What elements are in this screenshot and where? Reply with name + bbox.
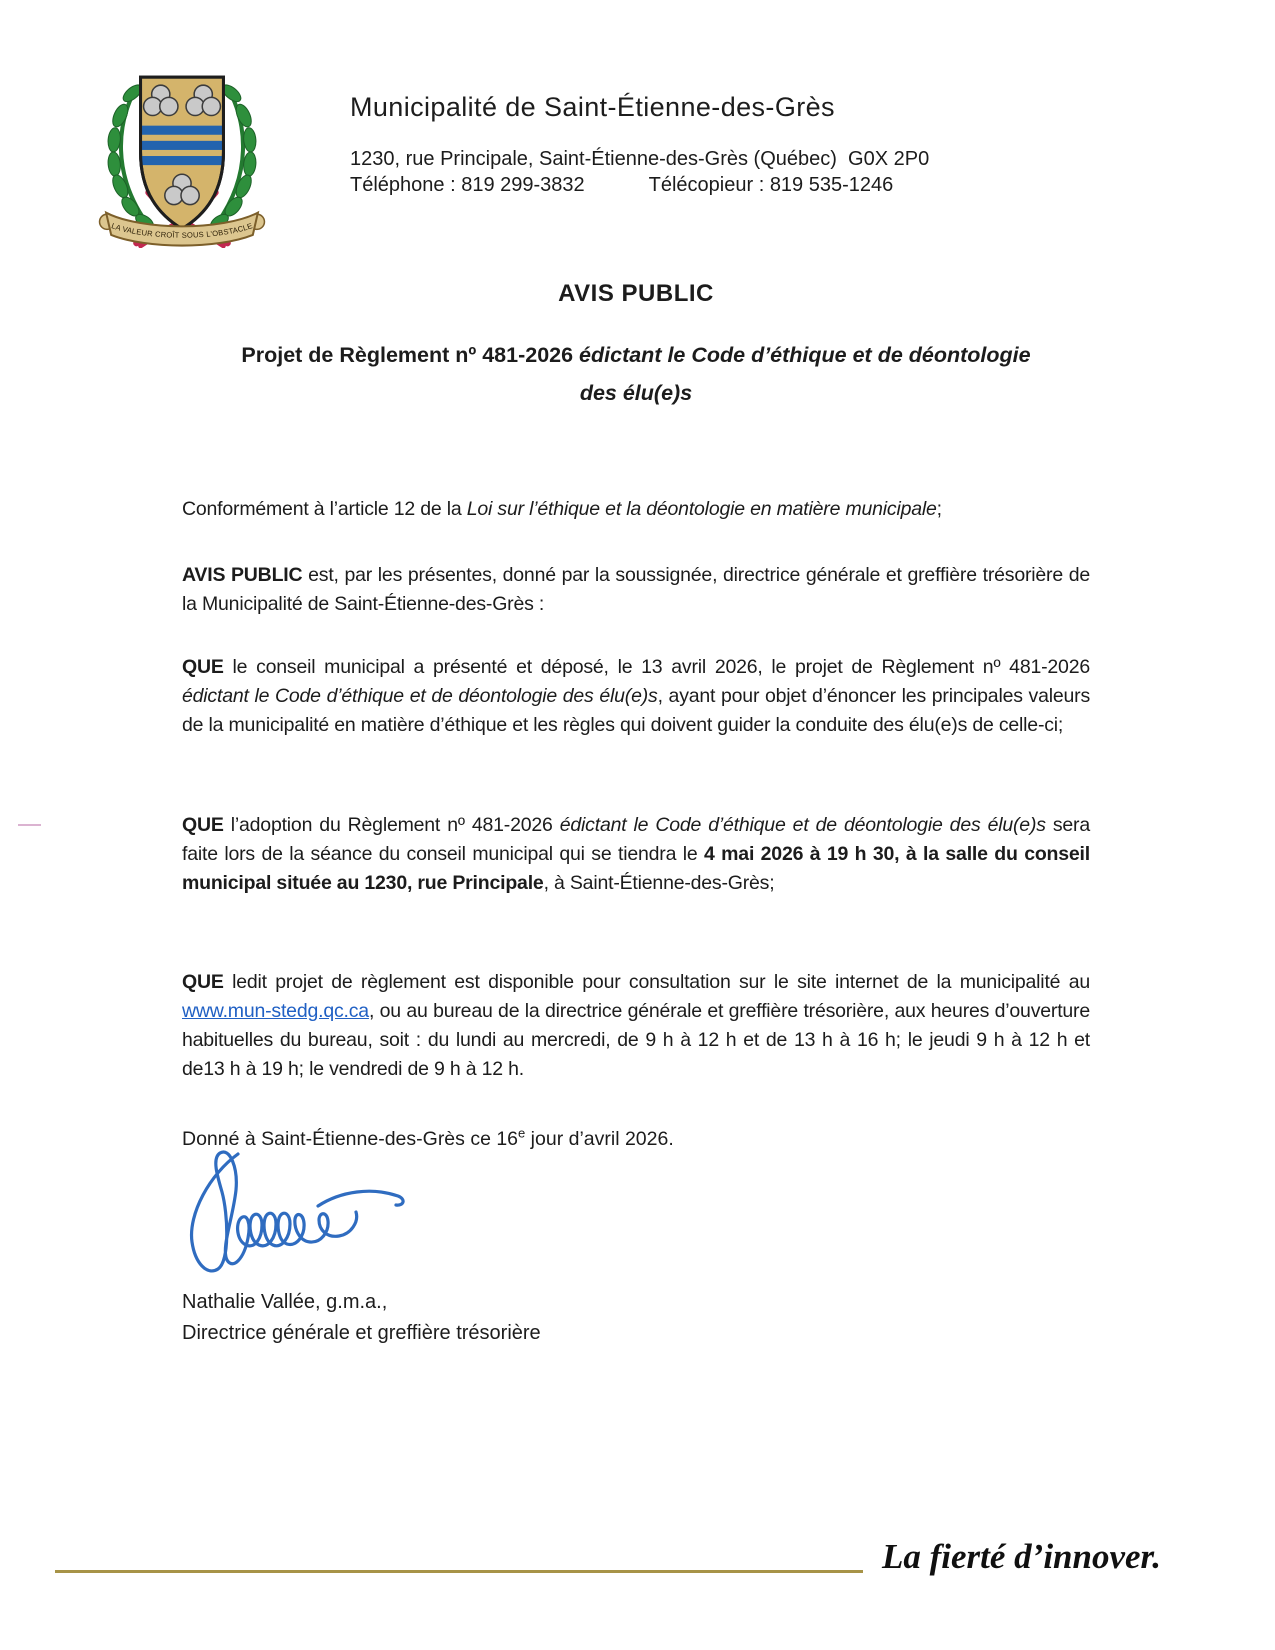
footer-divider	[55, 1570, 863, 1573]
organization-address: 1230, rue Principale, Saint-Étienne-des-Grès (Québec) G0X 2P0	[350, 148, 930, 170]
signatory-name: Nathalie Vallée, g.m.a.,	[182, 1291, 388, 1313]
seance-date-bold: 4 mai 2026 à 19 h 30, à la salle du conseil municipal située au 1230, rue Principale	[182, 842, 1090, 894]
logo-motto-text: LA VALEUR CROÎT SOUS L'OBSTACLE	[110, 221, 254, 240]
document-title-line2: des élu(e)s	[579, 381, 693, 405]
document-title-line1: Projet de Règlement nº 481-2026 édictant le Code d’éthique et de déontologie	[241, 343, 1031, 367]
document-title	[160, 336, 1112, 412]
paragraph-avis-public: AVIS PUBLIC est, par les présentes, donné par la soussignée, directrice générale et greffière trésorière de la Municipalité de Saint-Étienne-des-Grès :	[182, 563, 1090, 615]
paragraph-que-adoption: QUE l’adoption du Règlement nº 481-2026 édictant le Code d’éthique et de déontologie des élu(e)s sera faite lors de la séance du conseil municipal qui se tiendra le 4 mai 2026 à 19 h 30, à la salle du conseil municipal située au 1230, rue Principale, à Saint-Étienne-des-Grès;	[182, 813, 1090, 894]
reglement-title: édictant le Code d’éthique et de déontologie des élu(e)s	[559, 813, 1046, 836]
notice-heading: AVIS PUBLIC	[558, 280, 714, 307]
phone-number: Téléphone : 819 299-3832	[350, 174, 585, 196]
scan-artifact	[18, 824, 41, 826]
organization-name: Municipalité de Saint-Étienne-des-Grès	[350, 92, 835, 122]
website-link[interactable]: www.mun-stedg.qc.ca	[182, 999, 369, 1022]
reglement-title: édictant le Code d’éthique et de déontologie des élu(e)s	[182, 684, 658, 707]
shield-icon	[136, 77, 229, 229]
fax-number: Télécopieur : 819 535-1246	[648, 174, 894, 196]
paragraph-que-depot: QUE le conseil municipal a présenté et déposé, le 13 avril 2026, le projet de Règlement nº 481-2026 édictant le Code d’éthique et de déontologie des élu(e)s, ayant pour objet d’énoncer les principales valeurs de la municipalité en matière d’éthique et les règles qui doivent guider la conduite des élu(e)s de celle-ci;	[182, 655, 1090, 736]
signatory-title: Directrice générale et greffière trésorière	[182, 1322, 541, 1344]
dateline: Donné à Saint-Étienne-des-Grès ce 16e jour d’avril 2026.	[182, 1125, 674, 1150]
law-title: Loi sur l’éthique et la déontologie en matière municipale	[466, 497, 937, 520]
signature-image	[176, 1146, 426, 1296]
coat-of-arms-logo	[96, 62, 268, 248]
footer-tagline: La fierté d’innover.	[882, 1537, 1161, 1576]
paragraph-que-consultation: QUE ledit projet de règlement est disponible pour consultation sur le site internet de la municipalité au www.mun-stedg.qc.ca, ou au bureau de la directrice générale et greffière trésorière, aux heures d’ouverture habituelles du bureau, soit : du lundi au mercredi, de 9 h à 12 h et de 13 h à 16 h; le jeudi 9 h à 12 h et de13 h à 19 h; le vendredi de 9 h à 12 h.	[182, 970, 1090, 1080]
paragraph-conformement: Conformément à l’article 12 de la Loi sur l’éthique et la déontologie en matière municipale;	[182, 497, 942, 520]
contact-line	[350, 174, 893, 197]
